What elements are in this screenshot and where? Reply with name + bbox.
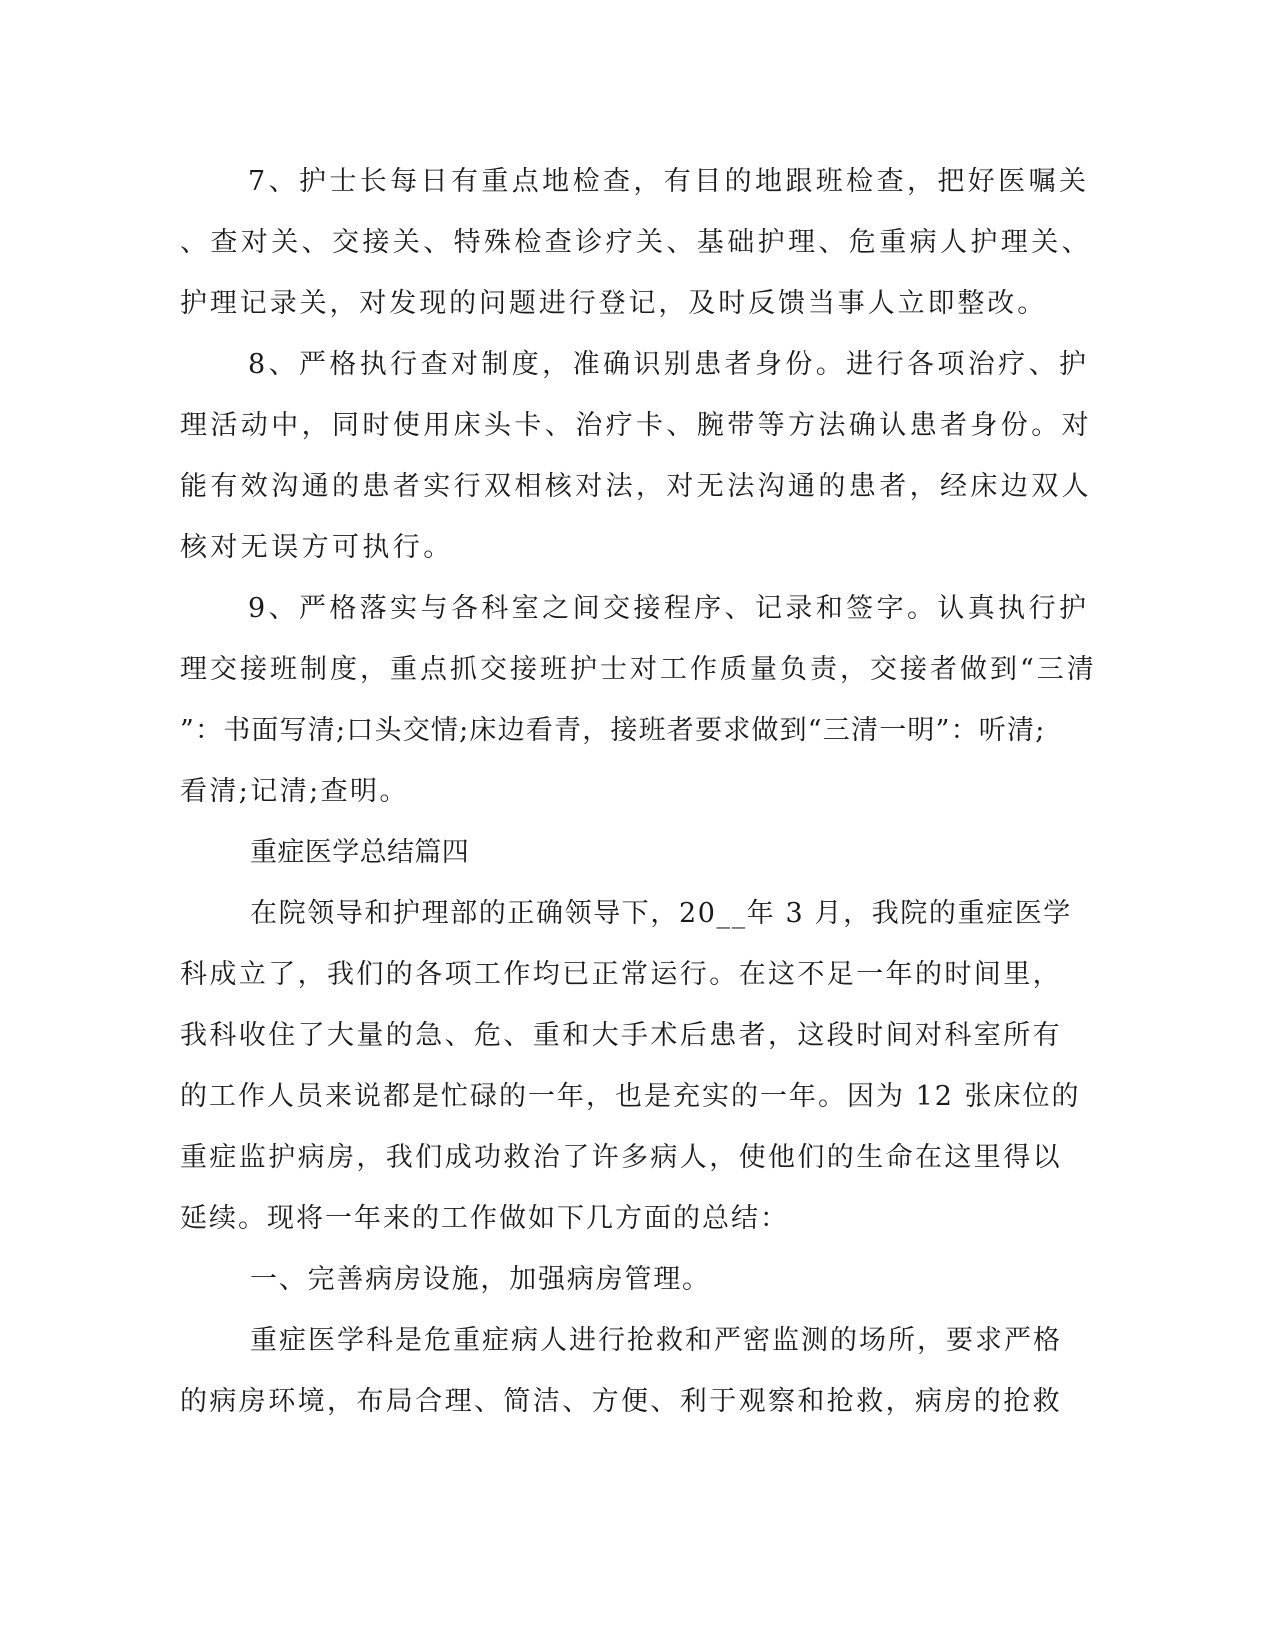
- body-line-2: 的病房环境，布局合理、简洁、方便、利于观察和抢救，病房的抢救: [180, 1386, 1062, 1417]
- intro-line-5: 重症监护病房，我们成功救治了许多病人，使他们的生命在这里得以: [180, 1142, 1062, 1173]
- section-heading: 重症医学总结篇四: [250, 837, 470, 868]
- subsection-heading: 一、完善病房设施，加强病房管理。: [250, 1264, 711, 1295]
- paragraph-9-line-4: 看清;记清;查明。: [180, 776, 409, 807]
- paragraph-9-line-3: ”：书面写清;口头交情;床边看青，接班者要求做到“三清一明”：听清;: [180, 715, 1046, 746]
- intro-line-1: 在院领导和护理部的正确领导下，20__年 3 月，我院的重症医学: [250, 898, 1072, 929]
- paragraph-9-line-1: 9、严格落实与各科室之间交接程序、记录和签字。认真执行护: [248, 593, 1090, 624]
- intro-line-4: 的工作人员来说都是忙碌的一年，也是充实的一年。因为 12 张床位的: [180, 1081, 1081, 1112]
- paragraph-8-line-4: 核对无误方可执行。: [180, 532, 454, 563]
- intro-line-2: 科成立了，我们的各项工作均已正常运行。在这不足一年的时间里，: [180, 959, 1062, 990]
- intro-line-3: 我科收住了大量的急、危、重和大手术后患者，这段时间对科室所有: [180, 1020, 1062, 1051]
- paragraph-8-line-2: 理活动中，同时使用床头卡、治疗卡、腕带等方法确认患者身份。对: [180, 410, 1092, 441]
- paragraph-7-line-3: 护理记录关，对发现的问题进行登记，及时反馈当事人立即整改。: [180, 288, 1048, 319]
- paragraph-9-line-2: 理交接班制度，重点抓交接班护士对工作质量负责，交接者做到“三清: [180, 654, 1097, 685]
- intro-line-6: 延续。现将一年来的工作做如下几方面的总结：: [180, 1203, 789, 1234]
- paragraph-8-line-3: 能有效沟通的患者实行双相核对法，对无法沟通的患者，经床边双人: [180, 471, 1092, 502]
- paragraph-7-line-2: 、查对关、交接关、特殊检查诊疗关、基础护理、危重病人护理关、: [180, 227, 1092, 258]
- paragraph-8-line-1: 8、严格执行查对制度，准确识别患者身份。进行各项治疗、护: [248, 349, 1090, 380]
- paragraph-7-line-1: 7、护士长每日有重点地检查，有目的地跟班检查，把好医嘱关: [248, 166, 1090, 197]
- body-line-1: 重症医学科是危重症病人进行抢救和严密监测的场所，要求严格: [250, 1325, 1062, 1356]
